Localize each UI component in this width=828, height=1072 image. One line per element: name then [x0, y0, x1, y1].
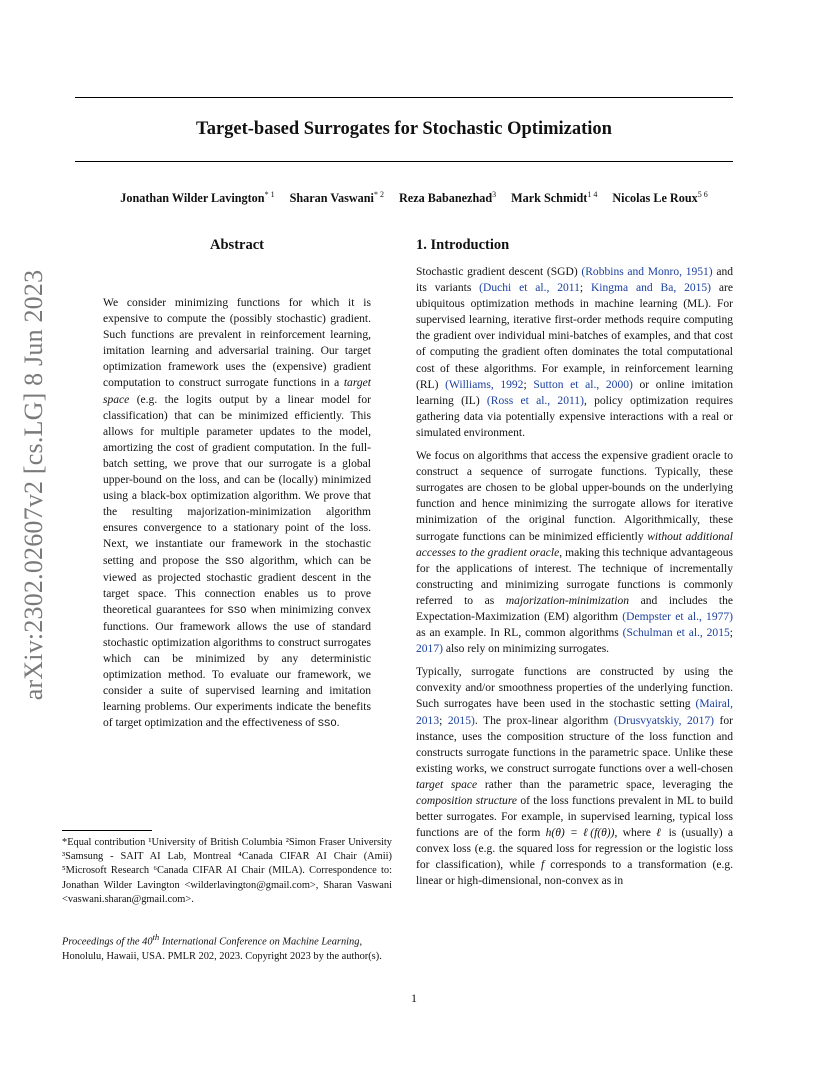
- abstract-text: (e.g. the logits output by a linear model for classification) that can be minimized efficiently. This allows for multiple parameter updates to the model, amortizing the cost of gradient computation. In the full-batch setting, we prove that our surrogate is a global upper-bound on the loss, and can be (locally) minimized using a black-box optimization algorithm. We prove that the resulting majorization-minimization algorithm ensures convergence to a stationary point of the loss. Next, we instantiate our framework in the stochastic setting and propose the: [103, 393, 371, 567]
- author-affiliation: 5 6: [697, 190, 708, 199]
- intro-paragraph-1: Stochastic gradient descent (SGD) (Robbins and Monro, 1951) and its variants (Duchi et al., 2011; Kingma and Ba, 2015) are ubiquitous optimization methods in machine learning (ML). For supervised learning, iterative first-order methods require computing the gradient over individual mini-batches of examples, and that cost of computing the gradient often dominates the total computational cost of these algorithms. For example, in reinforcement learning (RL) (Williams, 1992; Sutton et al., 2000) or online imitation learning (IL) (Ross et al., 2011), policy optimization requires gathering data via potentially expensive interactions with a real or simulated environment.: [416, 266, 733, 439]
- abstract-emphasis: target space: [103, 377, 371, 406]
- citation-link[interactable]: (Dempster et al., 1977): [622, 610, 733, 623]
- page-number: 1: [411, 991, 417, 1005]
- author-affiliation: 1 4: [587, 190, 598, 199]
- intro-paragraph-3: Typically, surrogate functions are constructed by using the convexity and/or smoothness properties of the underlying function. Such surrogates have been used in the stochastic setting (Mairal, 2013; 2015). The prox-linear algorithm (Drusvyatskiy, 2017) for instance, uses the composition structure of the loss function and constructs surrogate functions in the parametric space. Unlike these existing works, we construct surrogate functions over a well-chosen target space rather than the parametric space, leveraging the composition structure of the loss functions prevalent in ML to build better surrogates. For example, in supervised learning, typical loss functions are of the form h(θ) = ℓ(f(θ)), where ℓ is (usually) a convex loss (e.g. the squared loss for regression or the logistic loss for classification), while f corresponds to a transformation (e.g. linear or high-dimensional, non-convex as in: [416, 666, 733, 888]
- citation-link[interactable]: (Duchi et al., 2011: [479, 282, 580, 295]
- citation-link[interactable]: (Drusvyatskiy, 2017): [613, 714, 714, 727]
- author-name: Mark Schmidt: [511, 191, 588, 206]
- abstract-text: We consider minimizing functions for which it is expensive to compute the (possibly stochastic) gradient. Such functions are prevalent in reinforcement learning, imitation learning and adversarial training. Our target optimization framework uses the (expensive) gradient computation to construct surrogate functions in a: [103, 297, 371, 390]
- paper-title: Target-based Surrogates for Stochastic Optimization: [196, 119, 612, 139]
- citation-link[interactable]: (Robbins and Monro, 1951): [581, 266, 713, 278]
- citation-link[interactable]: Kingma and Ba, 2015): [590, 282, 712, 295]
- citation-link[interactable]: Sutton et al., 2000): [533, 378, 633, 391]
- author-name: Jonathan Wilder Lavington: [120, 191, 265, 206]
- arxiv-sidebar: [13, 269, 55, 701]
- title-bottom-rule: [75, 161, 733, 162]
- sso-code: SSO: [317, 718, 337, 731]
- author-name: Sharan Vaswani: [289, 191, 374, 206]
- citation-link[interactable]: 2017): [416, 643, 443, 656]
- citation-link[interactable]: (Ross et al., 2011): [486, 394, 584, 407]
- abstract-text: when minimizing convex functions. Our framework allows the use of standard stochastic optimization algorithms to construct surrogates which can be minimized by any deterministic optimization method. To evaluate our framework, we consider a suite of supervised learning and imitation learning problems. Our experiments indicate the benefits of target optimization and the effectiveness of: [103, 603, 371, 730]
- abstract-text: .: [336, 717, 340, 730]
- intro-body: [416, 264, 733, 897]
- proceedings-note: Proceedings of the 40th International Conference on Machine Learning, Honolulu, Hawaii, USA. PMLR 202, 2023. Copyright 2023 by the author(s).: [62, 932, 382, 962]
- citation-link[interactable]: (Mairal, 2013: [416, 698, 733, 727]
- author-name: Reza Babanezhad: [399, 191, 493, 206]
- author-affiliation: * 2: [373, 190, 384, 199]
- top-rule: [75, 97, 733, 98]
- author-affiliation: * 1: [264, 190, 275, 199]
- sso-code: SSO: [225, 555, 245, 568]
- math-expression: h(θ) = ℓ(f(θ)): [545, 827, 615, 840]
- footnote: *Equal contribution ¹University of British Columbia ²Simon Fraser University ³Samsung - SAIT AI Lab, Montreal ⁴Canada CIFAR AI Chair (Amii) ⁵Microsoft Research ⁶Canada CIFAR AI Chair (MILA). Correspondence to: Jonathan Wilder Lavington <wilderlavington@gmail.com>, Sharan Vaswani <vaswani.sharan@gmail.com>.: [62, 837, 392, 905]
- citation-link[interactable]: 2015): [447, 714, 475, 727]
- abstract-text: algorithm, which can be viewed as projected stochastic gradient descent in the target space. This connection enables us to prove theoretical guarantees for: [103, 554, 371, 616]
- abstract-heading: Abstract: [210, 237, 264, 253]
- arxiv-identifier: arXiv:2302.02607v2 [cs.LG] 8 Jun 2023: [19, 269, 48, 701]
- intro-paragraph-2: We focus on algorithms that access the expensive gradient oracle to construct a sequence of surrogate functions. Typically, these surrogates are chosen to be global upper-bounds on the underlying function and hence minimizing the surrogate allows for iterative minimization of the original function. Algorithmically, these surrogate functions can be minimized efficiently without additional accesses to the gradient oracle, making this technique advantageous for the applications of interest. The technique of incrementally constructing and minimizing surrogate functions is commonly referred to as majorization-minimization and includes the Expectation-Maximization (EM) algorithm (Dempster et al., 1977) as an example. In RL, common algorithms (Schulman et al., 2015; 2017) also rely on minimizing surrogates.: [416, 450, 733, 656]
- footnote-rule: [62, 830, 152, 831]
- intro-heading: 1. Introduction: [416, 237, 510, 253]
- author-list: [60, 190, 768, 206]
- abstract-body: [103, 295, 371, 740]
- author-affiliation: 3: [492, 190, 497, 199]
- citation-link[interactable]: (Schulman et al., 2015: [622, 627, 730, 640]
- author-name: Nicolas Le Roux: [612, 191, 698, 206]
- sso-code: SSO: [227, 604, 247, 617]
- citation-link[interactable]: (Williams, 1992: [445, 378, 524, 391]
